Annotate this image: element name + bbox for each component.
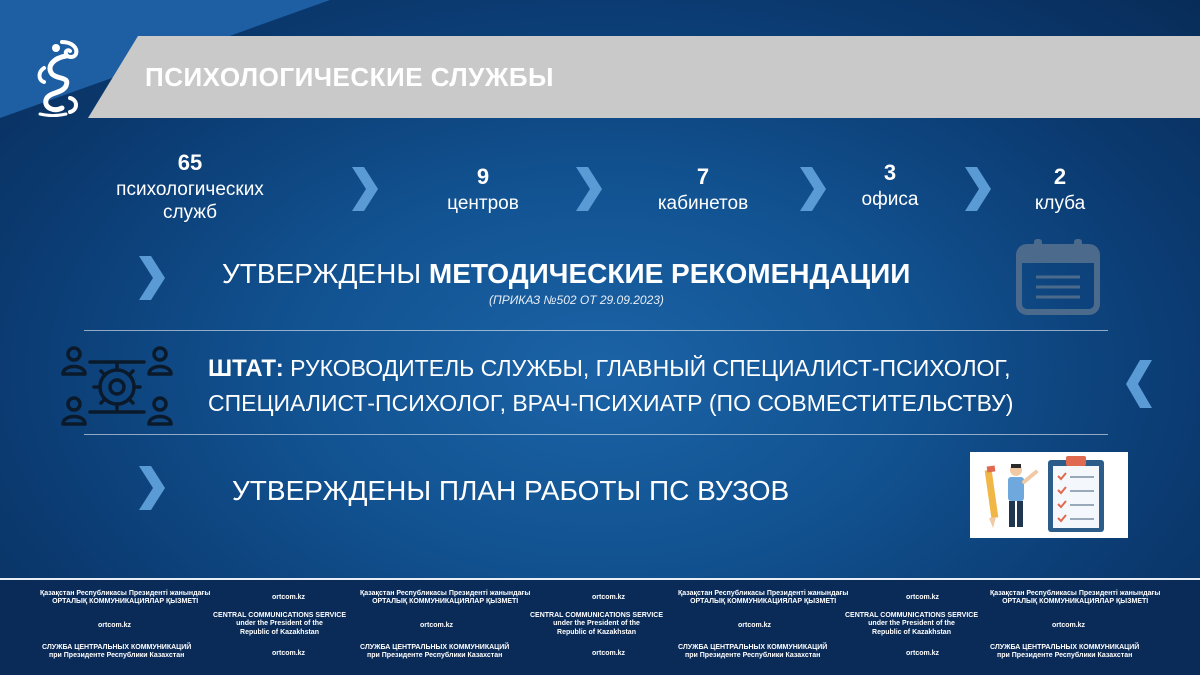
- stat-offices-number: 3: [883, 160, 897, 185]
- checklist-illustration: [970, 452, 1128, 538]
- stat-clubs-label: клуба: [1034, 192, 1086, 214]
- chevron-right-icon: [963, 167, 993, 211]
- chevron-right-icon: [137, 466, 167, 510]
- footer-site: ortcom.kz: [592, 594, 626, 601]
- staff-text: [208, 352, 1013, 420]
- recommendations-order: (ПРИКАЗ №502 ОТ 29.09.2023): [489, 293, 664, 307]
- stat-services: [95, 148, 285, 225]
- stat-offices-rooms: [633, 162, 773, 215]
- footer-kz-org: Қазақстан Республикасы Президенті жанындағы ОРТАЛЫҚ КОММУНИКАЦИЯЛАР ҚЫЗМЕТІ: [678, 590, 849, 606]
- chevron-left-icon: [1124, 360, 1154, 408]
- work-plan-text: УТВЕРЖДЕНЫ ПЛАН РАБОТЫ ПС ВУЗОВ: [232, 475, 790, 506]
- stat-clubs: [1015, 162, 1105, 215]
- staff-positions-1: РУКОВОДИТЕЛЬ СЛУЖБЫ, ГЛАВНЫЙ СПЕЦИАЛИСТ-ПСИХОЛОГ,: [283, 355, 1011, 381]
- stat-centers-label: центров: [447, 192, 519, 214]
- footer-en-org: CENTRAL COMMUNICATIONS SERVICE under the President of the Republic of Kazakhstan: [213, 612, 347, 636]
- stat-clubs-number: 2: [1053, 164, 1067, 189]
- snow-leopard-logo: [32, 38, 84, 118]
- calendar-icon: [1016, 237, 1100, 315]
- stat-services-label: психологических: [116, 178, 264, 200]
- footer-site: ortcom.kz: [592, 650, 626, 657]
- footer-site: ortcom.kz: [906, 594, 940, 601]
- divider-bottom: [84, 434, 1108, 435]
- footer-band: [0, 578, 1200, 675]
- footer-kz-org: Қазақстан Республикасы Президенті жанындағы ОРТАЛЫҚ КОММУНИКАЦИЯЛАР ҚЫЗМЕТІ: [360, 590, 531, 606]
- staff-positions-2: СПЕЦИАЛИСТ-ПСИХОЛОГ, ВРАЧ-ПСИХИАТР (ПО СОВМЕСТИТЕЛЬСТВУ): [208, 389, 1014, 416]
- footer-ru-org: СЛУЖБА ЦЕНТРАЛЬНЫХ КОММУНИКАЦИЙ при Президенте Республики Казахстан: [42, 644, 192, 660]
- divider-top: [84, 330, 1108, 331]
- stat-centers-number: 9: [476, 164, 490, 189]
- footer-site: ortcom.kz: [1052, 622, 1086, 629]
- footer-kz-org: Қазақстан Республикасы Президенті жанындағы ОРТАЛЫҚ КОММУНИКАЦИЯЛАР ҚЫЗМЕТІ: [40, 590, 211, 606]
- footer-site: ortcom.kz: [906, 650, 940, 657]
- stat-services-number: 65: [177, 150, 203, 175]
- footer-site: ortcom.kz: [272, 650, 306, 657]
- stat-offices-label: офиса: [861, 188, 919, 210]
- team-gear-icon: [60, 342, 175, 432]
- footer-site: ortcom.kz: [98, 622, 132, 629]
- footer-site: ortcom.kz: [738, 622, 772, 629]
- stat-rooms-number: 7: [696, 164, 710, 189]
- chevron-right-icon: [574, 167, 604, 211]
- recommendations-text: [222, 258, 910, 290]
- stat-centers: [423, 162, 543, 215]
- chevron-right-icon: [798, 167, 828, 211]
- footer-en-org: CENTRAL COMMUNICATIONS SERVICE under the President of the Republic of Kazakhstan: [845, 612, 979, 636]
- footer-kz-org: Қазақстан Республикасы Президенті жанындағы ОРТАЛЫҚ КОММУНИКАЦИЯЛАР ҚЫЗМЕТІ: [990, 590, 1161, 606]
- stat-offices: [845, 158, 935, 211]
- staff-label: ШТАТ:: [208, 355, 284, 382]
- page-title: ПСИХОЛОГИЧЕСКИЕ СЛУЖБЫ: [145, 62, 554, 92]
- footer-en-org: CENTRAL COMMUNICATIONS SERVICE under the President of the Republic of Kazakhstan: [530, 612, 664, 636]
- stat-services-label-2: служб: [162, 202, 218, 224]
- footer-ru-org: СЛУЖБА ЦЕНТРАЛЬНЫХ КОММУНИКАЦИЙ при Президенте Республики Казахстан: [678, 644, 828, 660]
- footer-ru-org: СЛУЖБА ЦЕНТРАЛЬНЫХ КОММУНИКАЦИЙ при Президенте Республики Казахстан: [360, 644, 510, 660]
- footer-site: ortcom.kz: [420, 622, 454, 629]
- footer-ru-org: СЛУЖБА ЦЕНТРАЛЬНЫХ КОММУНИКАЦИЙ при Президенте Республики Казахстан: [990, 644, 1140, 660]
- recommendations-title: МЕТОДИЧЕСКИЕ РЕКОМЕНДАЦИИ: [428, 258, 911, 289]
- footer-site: ortcom.kz: [272, 594, 306, 601]
- chevron-right-icon: [137, 256, 167, 300]
- staff-line-1: [208, 352, 1013, 387]
- stat-rooms-label: кабинетов: [657, 192, 749, 214]
- chevron-right-icon: [350, 167, 380, 211]
- recommendations-prefix: УТВЕРЖДЕНЫ: [222, 258, 429, 289]
